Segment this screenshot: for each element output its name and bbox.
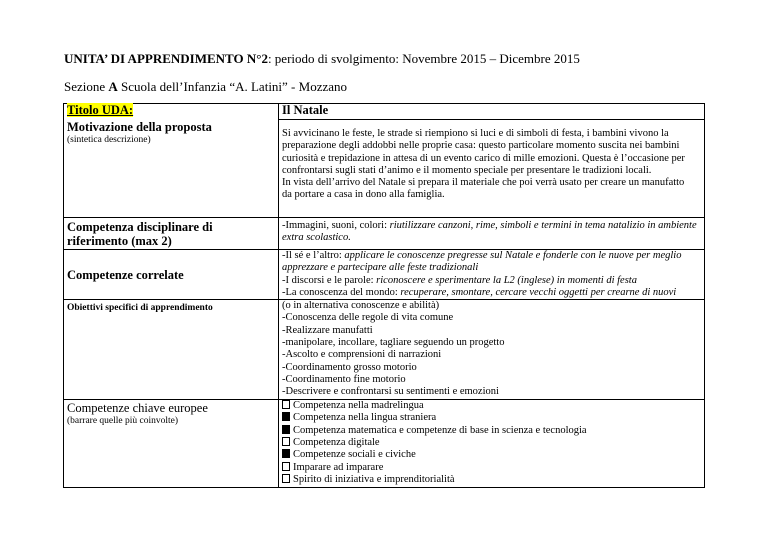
chiave-item-label: Imparare ad imparare	[293, 461, 384, 473]
chiave-item-label: Competenza nella madrelingua	[293, 400, 424, 412]
chiave-item[interactable]	[282, 449, 701, 461]
correlate-label: Competenze correlate	[64, 250, 279, 300]
correlate-text	[279, 250, 705, 300]
obiettivi-label: Obiettivi specifici di apprendimento	[64, 300, 279, 400]
chiave-item[interactable]	[282, 474, 701, 486]
section-letter: A	[108, 79, 118, 94]
row-motivazione	[64, 120, 705, 218]
titolo-label-cell	[64, 104, 279, 120]
motivazione-label-cell	[64, 120, 279, 218]
chiave-item[interactable]	[282, 400, 701, 412]
checkbox-icon[interactable]	[282, 400, 290, 409]
document-title	[64, 51, 580, 67]
obiettivi-item: -Ascolto e comprensioni di narrazioni	[282, 349, 442, 361]
obiettivi-item: (o in alternativa conoscenze e abilità)	[282, 300, 440, 312]
section-line	[64, 79, 347, 95]
motivazione-line: Si avvicinano le feste, le strade si riempiono si luci e di simboli di festa, i bambini vivono la	[282, 128, 669, 139]
motivazione-line: curiosità e trepidazione in attesa di un evento carico di mille emozioni. Questa è l’occasione per	[282, 152, 685, 164]
obiettivi-item: -Realizzare manufatti	[282, 324, 373, 336]
checkbox-icon[interactable]	[282, 462, 290, 471]
chiave-item-label: Competenza matematica e competenze di base in scienza e tecnologia	[293, 424, 587, 436]
competenza-italic: riutilizzare canzoni, rime, simboli e termini in tema natalizio in ambiente extra scolastico.	[282, 220, 697, 244]
motivazione-sub: (sintetica descrizione)	[67, 134, 151, 145]
chiave-item-label: Competenza digitale	[293, 437, 380, 449]
row-chiave	[64, 400, 705, 488]
motivazione-text	[279, 120, 705, 218]
motivazione-line: In vista dell’arrivo del Natale si prepara il materiale che poi verrà usato per creare un manufatto	[282, 177, 685, 189]
checkbox-checked-icon[interactable]	[282, 449, 290, 458]
titolo-label: Titolo UDA:	[67, 103, 134, 117]
obiettivi-item: -manipolare, incollare, tagliare seguendo un progetto	[282, 337, 505, 349]
motivazione-label: Motivazione della proposta	[67, 119, 212, 134]
competenza-text	[279, 218, 705, 250]
chiave-item[interactable]	[282, 425, 701, 437]
chiave-list	[279, 400, 705, 488]
section-prefix: Sezione	[64, 79, 109, 94]
chiave-item-label: Competenza nella lingua straniera	[293, 412, 437, 424]
obiettivi-item: -Coordinamento fine motorio	[282, 373, 406, 385]
chiave-label: Competenze chiave europee	[67, 401, 208, 416]
correlate-line: -Il sé e l’altro: applicare le conoscenze pregresse sul Natale e fonderle con le nuove per meglio apprezzare e partecipare alle feste tradizionali	[282, 250, 682, 274]
row-competenza	[64, 218, 705, 250]
motivazione-line: confrontarsi sugli stati d’animo e il momento speciale per presentare le tradizioni locali.	[282, 164, 652, 176]
chiave-sub: (barrare quelle più coinvolte)	[67, 416, 179, 427]
checkbox-checked-icon[interactable]	[282, 425, 290, 434]
obiettivi-item: -Conoscenza delle regole di vita comune	[282, 312, 454, 324]
title-bold: UNITA’ DI APPRENDIMENTO N°2	[64, 51, 268, 66]
obiettivi-item: -Coordinamento grosso motorio	[282, 361, 417, 373]
motivazione-line: da portare a casa in dono alla famiglia.	[282, 189, 445, 201]
correlate-line: -I discorsi e le parole: riconoscere e sperimentare la L2 (inglese) in momenti di festa	[282, 274, 637, 286]
checkbox-icon[interactable]	[282, 437, 290, 446]
chiave-label-cell	[64, 400, 279, 488]
row-titolo	[64, 104, 705, 120]
chiave-item[interactable]	[282, 462, 701, 474]
chiave-item-label: Competenze sociali e civiche	[293, 449, 416, 461]
correlate-line: -La conoscenza del mondo: recuperare, smontare, cercare vecchi oggetti per crearne di nuovi	[282, 286, 677, 298]
chiave-item-label: Spirito di iniziativa e imprenditorialità	[293, 473, 455, 485]
obiettivi-item: -Descrivere e confrontarsi su sentimenti e emozioni	[282, 386, 499, 398]
checkbox-checked-icon[interactable]	[282, 412, 290, 421]
chiave-item[interactable]	[282, 437, 701, 449]
motivazione-line: preparazione degli addobbi nelle proprie casa: questo particolare momento suscita nei bambini	[282, 140, 680, 152]
competenza-label: Competenza disciplinare di riferimento (max 2)	[64, 218, 279, 250]
competenza-prefix: -Immagini, suoni, colori:	[282, 220, 390, 231]
row-correlate	[64, 250, 705, 300]
chiave-item[interactable]	[282, 412, 701, 424]
obiettivi-list	[279, 300, 705, 400]
section-rest: Scuola dell’Infanzia “A. Latini” - Mozzano	[117, 79, 348, 94]
row-obiettivi	[64, 300, 705, 400]
uda-table	[63, 103, 705, 488]
titolo-value: Il Natale	[279, 104, 705, 120]
title-rest: : periodo di svolgimento: Novembre 2015 – Dicembre 2015	[267, 51, 580, 66]
checkbox-icon[interactable]	[282, 474, 290, 483]
